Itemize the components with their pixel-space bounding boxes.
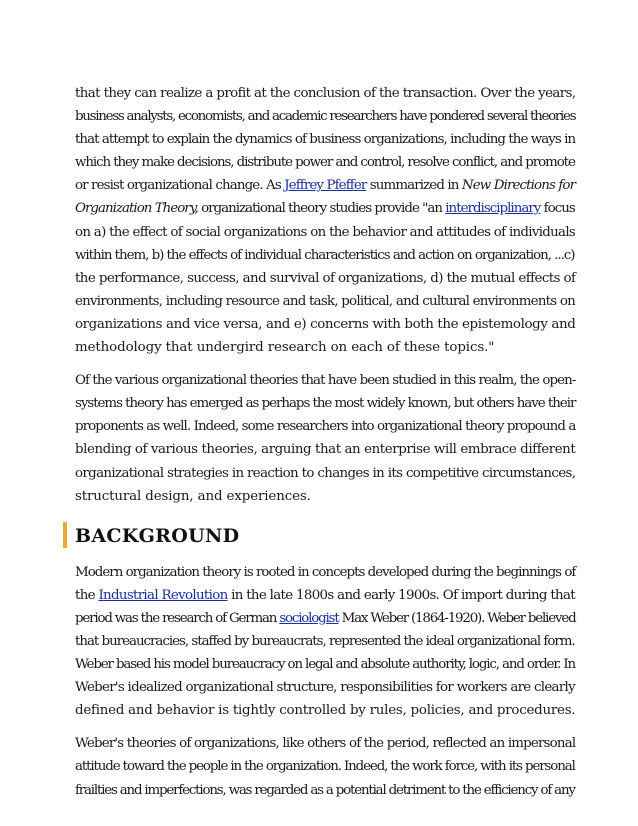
text-line: that attempt to explain the dynamics of business organizations, including the ways in [75, 132, 576, 148]
text-line: Of the various organizational theories that have been studied in this realm, the open- [75, 373, 576, 389]
paragraph-3 [75, 561, 576, 723]
text-line: business analysts, economists, and academic researchers have pondered several theories [75, 109, 576, 125]
text-span: or resist organizational change. As [75, 178, 285, 194]
link-interdisciplinary[interactable]: interdisciplinary [445, 201, 541, 217]
text-span: focus [540, 201, 575, 217]
text-line: on a) the effect of social organizations on the behavior and attitudes of individuals [75, 224, 576, 240]
text-line: that they can realize a profit at the conclusion of the transaction. Over the years, [75, 86, 576, 101]
text-line: organizations and vice versa, and e) concerns with both the epistemology and [75, 316, 576, 332]
heading-accent-bar [63, 522, 67, 548]
link-sociologist[interactable]: sociologist [279, 610, 339, 626]
text-span: the [75, 587, 99, 603]
text-line: frailties and imperfections, was regarded as a potential detriment to the efficiency of any [75, 782, 575, 798]
paragraph-2 [75, 369, 576, 508]
text-line: methodology that undergird research on each of these topics." [75, 340, 495, 356]
text-line: blending of various theories, arguing that an enterprise will embrace different [75, 442, 576, 458]
text-line: Weber's idealized organizational structure, responsibilities for workers are clearly [75, 680, 575, 696]
section-heading [75, 518, 576, 554]
text-line: within them, b) the effects of individual characteristics and action on organization, ...c) [75, 247, 575, 263]
link-jeffrey-pfeffer[interactable]: Jeffrey Pfeffer [284, 178, 367, 194]
text-span: in the late 1800s and early 1900s. Of import during that [227, 587, 575, 603]
text-span: period was the research of German [75, 610, 280, 626]
text-line: defined and behavior is tightly controlled by rules, policies, and procedures. [75, 703, 576, 719]
text-line: which they make decisions, distribute power and control, resolve conflict, and promote [75, 155, 575, 171]
text-line: organizational strategies in reaction to changes in its competitive circumstances, [75, 465, 576, 481]
text-line: proponents as well. Indeed, some researchers into organizational theory propound a [75, 419, 576, 435]
text-line: that bureaucracies, staffed by bureaucrats, represented the ideal organizational form. [75, 633, 575, 649]
book-title: Organization Theory, [75, 201, 198, 217]
heading-text: BACKGROUND [75, 524, 240, 547]
text-line: attitude toward the people in the organization. Indeed, the work force, with its personal [75, 759, 575, 775]
text-line [75, 584, 576, 607]
link-industrial-revolution[interactable]: Industrial Revolution [98, 587, 228, 603]
text-line: Weber based his model bureaucracy on legal and absolute authority, logic, and order. In [75, 657, 576, 673]
text-line: structural design, and experiences. [75, 488, 311, 504]
text-line: environments, including resource and task, political, and cultural environments on [75, 293, 576, 309]
paragraph-1 [75, 82, 576, 359]
text-line: the performance, success, and survival of organizations, d) the mutual effects of [75, 270, 576, 286]
text-span: summarized in [366, 178, 462, 194]
text-line [75, 607, 576, 630]
paragraph-4 [75, 732, 576, 801]
text-line [75, 197, 576, 220]
book-title: New Directions for [461, 178, 576, 194]
text-line: systems theory has emerged as perhaps the most widely known, but others have their [75, 396, 576, 412]
text-line: Modern organization theory is rooted in concepts developed during the beginnings of [75, 564, 576, 580]
text-span: organizational theory studies provide "an [197, 201, 446, 217]
text-span: Max Weber (1864-1920). Weber believed [338, 610, 576, 626]
text-line: Weber's theories of organizations, like others of the period, reflected an impersonal [75, 736, 576, 752]
text-line [75, 174, 576, 197]
